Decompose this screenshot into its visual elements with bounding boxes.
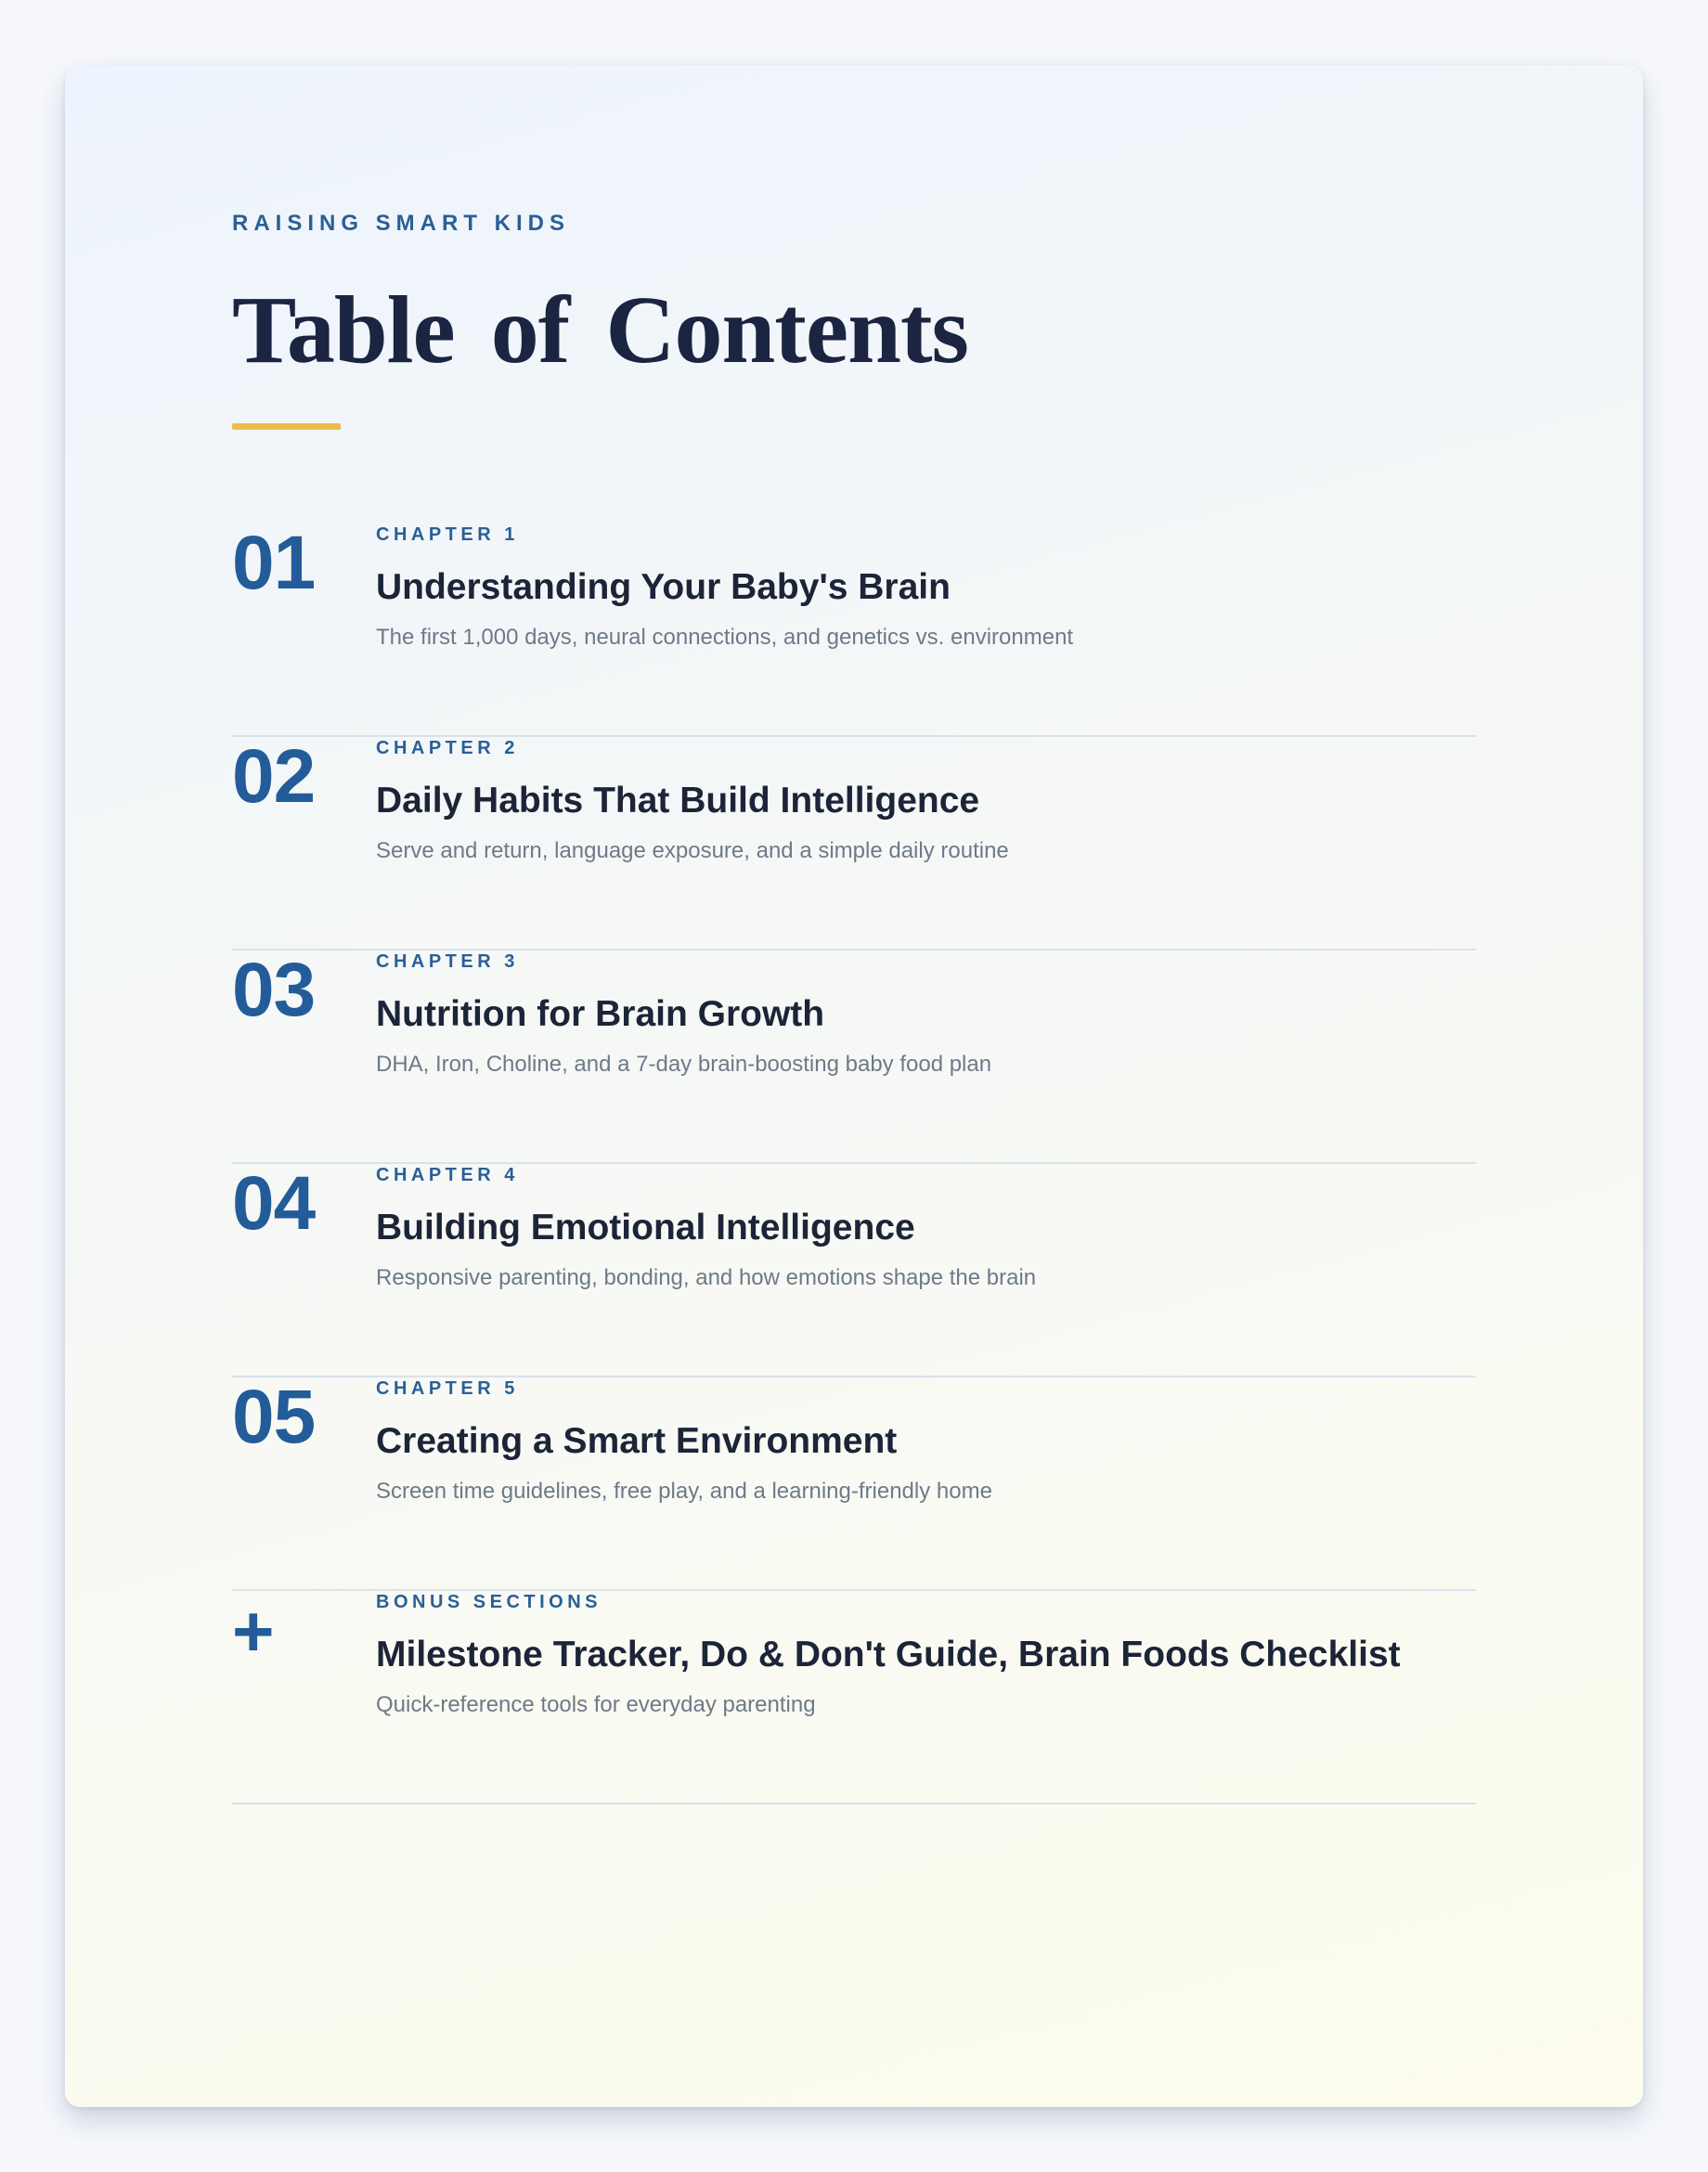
chapter-description: DHA, Iron, Choline, and a 7-day brain-boosting baby food plan: [376, 1052, 992, 1077]
chapter-label: CHAPTER 4: [376, 1165, 519, 1185]
chapter-label: CHAPTER 5: [376, 1378, 519, 1399]
chapter-description: Responsive parenting, bonding, and how emotions shape the brain: [376, 1265, 1037, 1290]
book-series-label: RAISING SMART KIDS: [232, 211, 571, 236]
chapter-number: 03: [232, 948, 316, 1032]
page-title: Table of Contents: [232, 277, 969, 383]
chapter-number: 01: [232, 521, 316, 605]
chapter-description: Screen time guidelines, free play, and a learning-friendly home: [376, 1479, 992, 1504]
chapter-label: CHAPTER 3: [376, 951, 519, 972]
toc-entry-body: [376, 950, 1476, 1079]
toc-entry-chapter-2[interactable]: [232, 734, 1476, 950]
chapter-label: CHAPTER 1: [376, 524, 519, 545]
chapter-title[interactable]: Creating a Smart Environment: [376, 1421, 898, 1461]
toc-entry-body: [376, 1377, 1476, 1506]
document-page: [65, 65, 1643, 2107]
bonus-label: BONUS SECTIONS: [376, 1592, 602, 1612]
chapter-title[interactable]: Nutrition for Brain Growth: [376, 994, 825, 1034]
plus-icon: +: [232, 1590, 274, 1672]
toc-entry-chapter-4[interactable]: [232, 1161, 1476, 1377]
page-content: [232, 210, 1476, 1804]
chapter-label: CHAPTER 2: [376, 738, 519, 758]
chapter-title[interactable]: Understanding Your Baby's Brain: [376, 567, 951, 607]
toc-entry-bonus[interactable]: [232, 1591, 1476, 1804]
title-accent-rule: [232, 423, 341, 430]
chapter-description: The first 1,000 days, neural connections, and genetics vs. environment: [376, 625, 1074, 650]
chapter-number: 05: [232, 1375, 316, 1459]
toc-entry-chapter-1[interactable]: [232, 521, 1476, 737]
toc-entry-body: [376, 524, 1476, 652]
chapter-title[interactable]: Building Emotional Intelligence: [376, 1208, 915, 1248]
toc-entry-chapter-3[interactable]: [232, 950, 1476, 1164]
chapter-title[interactable]: Daily Habits That Build Intelligence: [376, 781, 980, 821]
table-of-contents: [232, 521, 1476, 1804]
toc-entry-body: [376, 737, 1476, 865]
bonus-title[interactable]: Milestone Tracker, Do & Don't Guide, Brain Foods Checklist: [376, 1635, 1401, 1674]
chapter-number: 04: [232, 1161, 316, 1246]
chapter-description: Serve and return, language exposure, and a simple daily routine: [376, 838, 1009, 863]
toc-entry-body: [376, 1591, 1476, 1719]
bonus-description: Quick-reference tools for everyday parenting: [376, 1692, 816, 1717]
toc-entry-body: [376, 1164, 1476, 1292]
toc-entry-chapter-5[interactable]: [232, 1377, 1476, 1591]
chapter-number: 02: [232, 734, 316, 819]
